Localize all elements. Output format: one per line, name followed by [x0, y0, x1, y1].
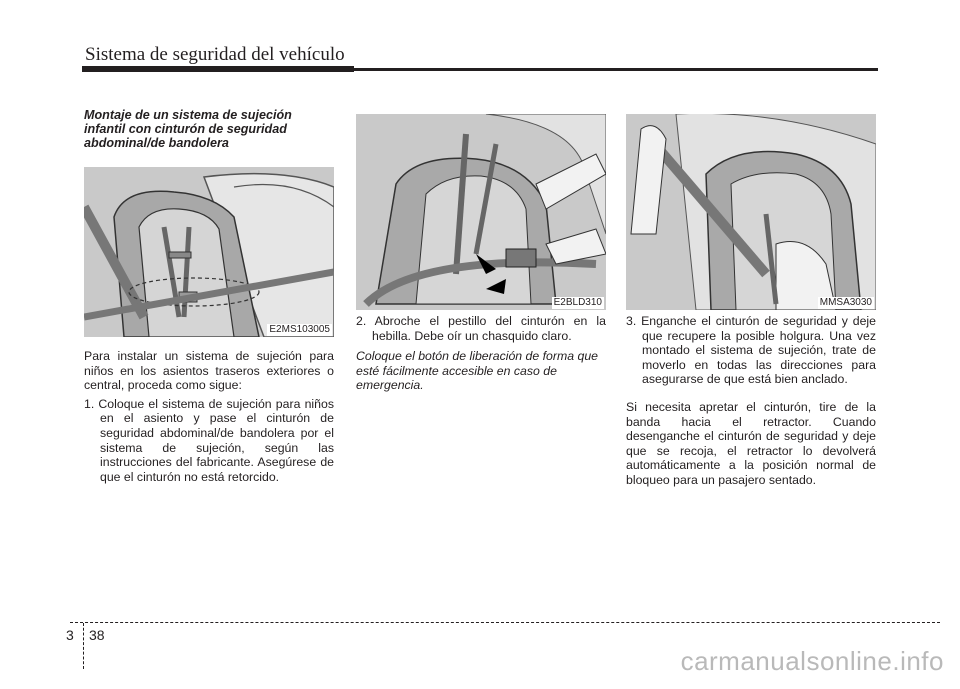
subsection-heading: Montaje de un sistema de sujeción infantil con cinturón de seguridad abdominal/de bandolera — [84, 108, 292, 150]
buckle-drawing — [356, 114, 606, 310]
header-rule-accent — [82, 66, 354, 72]
step-1: 1. Coloque el sistema de sujeción para niños en el asiento y pase el cinturón de seguridad abdominal/de bandolera por el sistema de sujeción, según las instrucciones del fabricante. Asegúrese de que el cinturón no está retorcido. — [84, 396, 334, 484]
section-title: Sistema de seguridad del vehículo — [85, 44, 345, 65]
note-text: Coloque el botón de liberación de forma que esté fácilmente accesible en caso de emergencia. — [356, 349, 599, 393]
intro-paragraph: Para instalar un sistema de sujeción para niños en los asientos traseros exteriores o central, proceda como sigue: — [84, 349, 334, 393]
figure-code: E2BLD310 — [553, 297, 602, 308]
buckle-illustration — [356, 114, 606, 310]
figure-code: E2MS103005 — [269, 324, 330, 335]
footer-rule — [70, 622, 940, 623]
column-3 — [626, 114, 876, 488]
footer-divider — [83, 623, 84, 669]
child-seat-illustration — [84, 167, 334, 337]
page-number: 38 — [89, 627, 105, 643]
step-2: 2. Abroche el pestillo del cinturón en la hebilla. Debe oír un chasquido claro. — [356, 314, 606, 343]
column-2 — [356, 114, 606, 393]
chapter-number: 3 — [66, 627, 74, 643]
tighten-paragraph: Si necesita apretar el cinturón, tire de la banda hacia el retractor. Cuando desenganche el cinturón de seguridad y deje que se recoja, el retractor lo devolverá automáticamente a la posición normal de bloqueo para un pasajero sentado. — [626, 399, 876, 487]
column-1 — [84, 108, 334, 484]
retractor-drawing — [626, 114, 876, 310]
step-3: 3. Enganche el cinturón de seguridad y deje que recupere la posible holgura. Una vez montado el sistema de sujeción, trate de moverlo en todas las direcciones para asegurarse de que está bien anclado. — [626, 314, 876, 387]
child-seat-drawing — [84, 167, 334, 337]
figure-code: MMSA3030 — [819, 297, 872, 308]
retractor-illustration — [626, 114, 876, 310]
watermark: carmanualsonline.info — [680, 646, 944, 676]
